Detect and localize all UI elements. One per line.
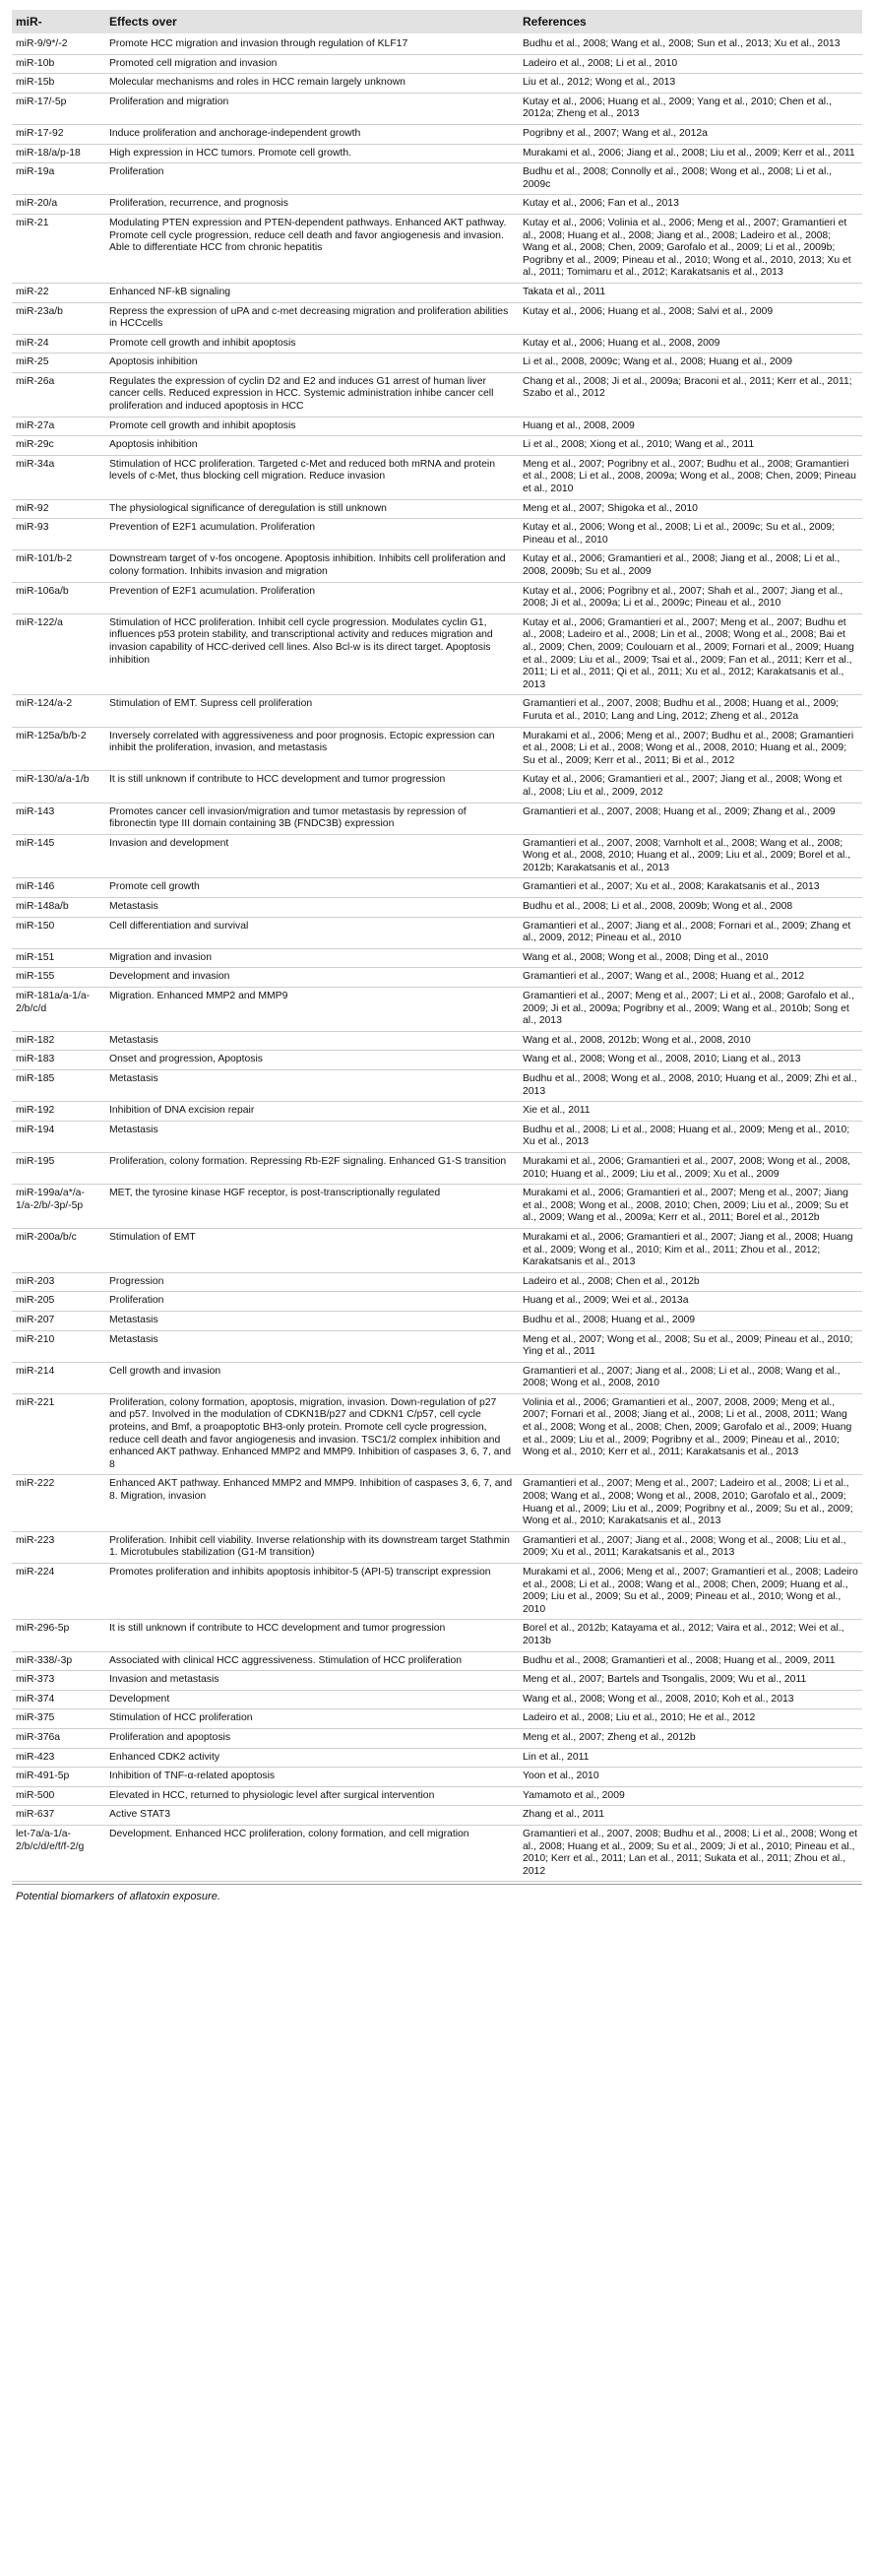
effects-cell: Proliferation, colony formation. Repressing Rb-E2F signaling. Enhanced G1-S transition bbox=[105, 1152, 519, 1184]
mir-cell: miR-130/a/a-1/b bbox=[12, 771, 105, 803]
table-row bbox=[12, 1311, 862, 1330]
effects-cell: MET, the tyrosine kinase HGF receptor, is post-transcriptionally regulated bbox=[105, 1185, 519, 1229]
effects-cell: Modulating PTEN expression and PTEN-dependent pathways. Enhanced AKT pathway. Promote cell cycle progression, reduce cell death and favor angiogenesis and invasion. Able to differentiate HCC from chronic hepatitis bbox=[105, 214, 519, 283]
mir-cell: miR-181a/a-1/a-2/b/c/d bbox=[12, 988, 105, 1032]
effects-cell: Proliferation and migration bbox=[105, 93, 519, 124]
references-cell: Murakami et al., 2006; Gramantieri et al., 2007; Meng et al., 2007; Jiang et al., 2008; Wong et al., 2008, 2010; Chen, 2009; Liu et al., 2009; Su et al., 2009; Wang et al., 2009a; Kerr et al., 2011; Borel et al., 2012b bbox=[519, 1185, 862, 1229]
mir-cell: miR-17/-5p bbox=[12, 93, 105, 124]
effects-cell: Onset and progression, Apoptosis bbox=[105, 1051, 519, 1070]
table-row bbox=[12, 33, 862, 54]
table-row bbox=[12, 1393, 862, 1475]
mir-cell: miR-637 bbox=[12, 1806, 105, 1826]
references-cell: Budhu et al., 2008; Li et al., 2008; Huang et al., 2009; Meng et al., 2010; Xu et al., 2013 bbox=[519, 1121, 862, 1152]
references-cell: Gramantieri et al., 2007; Jiang et al., 2008; Fornari et al., 2009; Zhang et al., 2009, 2012; Pineau et al., 2010 bbox=[519, 917, 862, 948]
table-row bbox=[12, 54, 862, 74]
references-cell: Pogribny et al., 2007; Wang et al., 2012a bbox=[519, 124, 862, 144]
mir-cell: miR-22 bbox=[12, 283, 105, 302]
table-row bbox=[12, 1102, 862, 1122]
mir-cell: miR-222 bbox=[12, 1475, 105, 1531]
references-cell: Kutay et al., 2006; Gramantieri et al., 2007; Jiang et al., 2008; Wong et al., 2008; Liu et al., 2009, 2012 bbox=[519, 771, 862, 803]
references-cell: Kutay et al., 2006; Gramantieri et al., 2007; Meng et al., 2007; Budhu et al., 2008; Ladeiro et al., 2008; Lin et al., 2008; Wong et al., 2008; Bai et al., 2009; Chen, 2009; Coulouarn et al., 2009; Fornari et al., 2009; Huang et al., 2009; Liu et al., 2009; Tsai et al., 2009; Fan et al., 2011; Kerr et al., 2011; Li et al., 2011; Qi et al., 2011; Xu et al., 2012; Karakatsanis et al., 2013 bbox=[519, 613, 862, 695]
references-cell: Budhu et al., 2008; Wong et al., 2008, 2010; Huang et al., 2009; Zhi et al., 2013 bbox=[519, 1070, 862, 1102]
mir-cell: miR-182 bbox=[12, 1031, 105, 1051]
effects-cell: Enhanced AKT pathway. Enhanced MMP2 and MMP9. Inhibition of caspases 3, 6, 7, and 8. Migration, invasion bbox=[105, 1475, 519, 1531]
table-row bbox=[12, 519, 862, 550]
effects-cell: Promote cell growth and inhibit apoptosis bbox=[105, 334, 519, 354]
mir-cell: miR-214 bbox=[12, 1362, 105, 1393]
mir-cell: miR-185 bbox=[12, 1070, 105, 1102]
mir-cell: miR-25 bbox=[12, 354, 105, 373]
references-cell: Budhu et al., 2008; Wang et al., 2008; Sun et al., 2013; Xu et al., 2013 bbox=[519, 33, 862, 54]
table-row bbox=[12, 334, 862, 354]
table-row bbox=[12, 613, 862, 695]
references-cell: Lin et al., 2011 bbox=[519, 1748, 862, 1768]
table-row bbox=[12, 1651, 862, 1671]
effects-cell: Proliferation. Inhibit cell viability. Inverse relationship with its downstream target Stathmin 1. Microtubules stabilization (G1-M transition) bbox=[105, 1531, 519, 1563]
references-cell: Gramantieri et al., 2007; Meng et al., 2007; Ladeiro et al., 2008; Li et al., 2008; Wang et al., 2008; Wong et al., 2008, 2010; Garofalo et al., 2009; Huang et al., 2009; Liu et al., 2009; Pogribny et al., 2009; Su et al., 2009; Wong et al., 2010; Karakatsanis et al., 2013 bbox=[519, 1475, 862, 1531]
table-row bbox=[12, 1121, 862, 1152]
references-cell: Yoon et al., 2010 bbox=[519, 1768, 862, 1787]
references-cell: Budhu et al., 2008; Connolly et al., 2008; Wong et al., 2008; Li et al., 2009c bbox=[519, 163, 862, 195]
references-cell: Gramantieri et al., 2007; Xu et al., 2008; Karakatsanis et al., 2013 bbox=[519, 878, 862, 898]
mir-cell: miR-221 bbox=[12, 1393, 105, 1475]
references-cell: Meng et al., 2007; Pogribny et al., 2007; Budhu et al., 2008; Gramantieri et al., 2008; Li et al., 2008, 2009a; Wong et al., 2008; Chen, 2009; Pineau et al., 2010 bbox=[519, 455, 862, 499]
effects-cell: Inversely correlated with aggressiveness and poor prognosis. Ectopic expression can inhibit the proliferation, invasion, and metastasis bbox=[105, 727, 519, 771]
effects-cell: Stimulation of EMT bbox=[105, 1228, 519, 1272]
references-cell: Murakami et al., 2006; Gramantieri et al., 2007; Jiang et al., 2008; Huang et al., 2009; Wong et al., 2010; Kim et al., 2011; Zhou et al., 2012; Karakatsanis et al., 2013 bbox=[519, 1228, 862, 1272]
effects-cell: It is still unknown if contribute to HCC development and tumor progression bbox=[105, 771, 519, 803]
references-cell: Kutay et al., 2006; Huang et al., 2008; Salvi et al., 2009 bbox=[519, 302, 862, 334]
references-cell: Murakami et al., 2006; Gramantieri et al., 2007, 2008; Wong et al., 2008, 2010; Huang et al., 2009; Liu et al., 2009; Xu et al., 2009 bbox=[519, 1152, 862, 1184]
table-row bbox=[12, 968, 862, 988]
effects-cell: Promote HCC migration and invasion through regulation of KLF17 bbox=[105, 33, 519, 54]
table-row bbox=[12, 124, 862, 144]
mir-cell: miR-207 bbox=[12, 1311, 105, 1330]
references-cell: Meng et al., 2007; Shigoka et al., 2010 bbox=[519, 499, 862, 519]
mir-cell: miR-199a/a*/a-1/a-2/b/-3p/-5p bbox=[12, 1185, 105, 1229]
mir-cell: miR-17-92 bbox=[12, 124, 105, 144]
references-cell: Li et al., 2008, 2009c; Wang et al., 2008; Huang et al., 2009 bbox=[519, 354, 862, 373]
mir-cell: miR-500 bbox=[12, 1786, 105, 1806]
references-cell: Wang et al., 2008; Wong et al., 2008; Ding et al., 2010 bbox=[519, 948, 862, 968]
references-cell: Budhu et al., 2008; Gramantieri et al., 2008; Huang et al., 2009, 2011 bbox=[519, 1651, 862, 1671]
mir-cell: miR-122/a bbox=[12, 613, 105, 695]
effects-cell: Downstream target of v-fos oncogene. Apoptosis inhibition. Inhibits cell proliferation and colony formation. Inhibits invasion and migration bbox=[105, 550, 519, 582]
table-row bbox=[12, 695, 862, 727]
table-row bbox=[12, 803, 862, 834]
effects-cell: Metastasis bbox=[105, 1311, 519, 1330]
effects-cell: Migration and invasion bbox=[105, 948, 519, 968]
references-cell: Murakami et al., 2006; Meng et al., 2007; Gramantieri et al., 2008; Ladeiro et al., 2008; Li et al., 2008; Wang et al., 2008; Chen, 2009; Huang et al., 2009; Liu et al., 2009; Su et al., 2009; Pineau et al., 2010; Wong et al., 2010 bbox=[519, 1564, 862, 1620]
effects-cell: Apoptosis inhibition bbox=[105, 354, 519, 373]
effects-cell: Proliferation, colony formation, apoptosis, migration, invasion. Down-regulation of p27 and p57. Involved in the modulation of CDKN1B/p27 and CDKN1 C/p57, cell cycle proteins, and Bmf, a proapoptotic BH3-only protein. Promote cell cycle progression, reduce cell death and favor angiogenesis and invasion. TSC1/2 complex inhibition and enhanced AKT pathway. Enhanced MMP2 and MMP9. Inhibition of caspases 3, 6, 7, and 8 bbox=[105, 1393, 519, 1475]
references-cell: Gramantieri et al., 2007, 2008; Budhu et al., 2008; Huang et al., 2009; Furuta et al., 2010; Lang and Ling, 2012; Zheng et al., 2012a bbox=[519, 695, 862, 727]
references-cell: Gramantieri et al., 2007; Meng et al., 2007; Li et al., 2008; Garofalo et al., 2009; Ji et al., 2009a; Pogribny et al., 2009; Wang et al., 2010b; Song et al., 2013 bbox=[519, 988, 862, 1032]
table-row bbox=[12, 93, 862, 124]
effects-cell: Promotes proliferation and inhibits apoptosis inhibitor-5 (API-5) transcript expression bbox=[105, 1564, 519, 1620]
mir-cell: miR-200a/b/c bbox=[12, 1228, 105, 1272]
table-row bbox=[12, 499, 862, 519]
mir-cell: miR-23a/b bbox=[12, 302, 105, 334]
mir-cell: let-7a/a-1/a-2/b/c/d/e/f/f-2/g bbox=[12, 1825, 105, 1881]
mir-cell: miR-338/-3p bbox=[12, 1651, 105, 1671]
table-row bbox=[12, 1362, 862, 1393]
table-row bbox=[12, 1806, 862, 1826]
effects-cell: Stimulation of HCC proliferation. Inhibit cell cycle progression. Modulates cyclin G1, influences p53 protein stability, and transcriptional activity and reduces migration and invasion capability of HCC-derived cell lines. Also Bcl-w is its direct target. Apoptosis inhibition bbox=[105, 613, 519, 695]
references-cell: Ladeiro et al., 2008; Liu et al., 2010; He et al., 2012 bbox=[519, 1709, 862, 1729]
mir-cell: miR-92 bbox=[12, 499, 105, 519]
mir-cell: miR-374 bbox=[12, 1690, 105, 1709]
effects-cell: Promote cell growth bbox=[105, 878, 519, 898]
table-row bbox=[12, 1330, 862, 1362]
mir-cell: miR-146 bbox=[12, 878, 105, 898]
mir-cell: miR-106a/b bbox=[12, 582, 105, 613]
mir-cell: miR-21 bbox=[12, 214, 105, 283]
table-row bbox=[12, 1152, 862, 1184]
table-row bbox=[12, 727, 862, 771]
references-cell: Ladeiro et al., 2008; Chen et al., 2012b bbox=[519, 1272, 862, 1292]
table-row bbox=[12, 1748, 862, 1768]
effects-cell: Stimulation of HCC proliferation bbox=[105, 1709, 519, 1729]
table-row bbox=[12, 1051, 862, 1070]
table-row bbox=[12, 74, 862, 94]
mir-cell: miR-26a bbox=[12, 372, 105, 417]
table-row bbox=[12, 1475, 862, 1531]
references-cell: Meng et al., 2007; Wong et al., 2008; Su et al., 2009; Pineau et al., 2010; Ying et al., 2011 bbox=[519, 1330, 862, 1362]
references-cell: Gramantieri et al., 2007, 2008; Huang et al., 2009; Zhang et al., 2009 bbox=[519, 803, 862, 834]
references-cell: Zhang et al., 2011 bbox=[519, 1806, 862, 1826]
references-cell: Budhu et al., 2008; Li et al., 2008, 2009b; Wong et al., 2008 bbox=[519, 898, 862, 918]
mir-cell: miR-150 bbox=[12, 917, 105, 948]
references-cell: Budhu et al., 2008; Huang et al., 2009 bbox=[519, 1311, 862, 1330]
effects-cell: Stimulation of EMT. Supress cell proliferation bbox=[105, 695, 519, 727]
mir-cell: miR-194 bbox=[12, 1121, 105, 1152]
effects-cell: It is still unknown if contribute to HCC development and tumor progression bbox=[105, 1620, 519, 1651]
effects-cell: Prevention of E2F1 acumulation. Proliferation bbox=[105, 519, 519, 550]
mir-cell: miR-20/a bbox=[12, 195, 105, 215]
table-row bbox=[12, 163, 862, 195]
mir-cell: miR-101/b-2 bbox=[12, 550, 105, 582]
table-row bbox=[12, 1272, 862, 1292]
table-row bbox=[12, 1185, 862, 1229]
effects-cell: Elevated in HCC, returned to physiologic level after surgical intervention bbox=[105, 1786, 519, 1806]
table-row bbox=[12, 834, 862, 878]
references-cell: Xie et al., 2011 bbox=[519, 1102, 862, 1122]
mir-cell: miR-192 bbox=[12, 1102, 105, 1122]
references-cell: Borel et al., 2012b; Katayama et al., 2012; Vaira et al., 2012; Wei et al., 2013b bbox=[519, 1620, 862, 1651]
mir-cell: miR-29c bbox=[12, 436, 105, 456]
mir-cell: miR-183 bbox=[12, 1051, 105, 1070]
table-row bbox=[12, 195, 862, 215]
mir-cell: miR-15b bbox=[12, 74, 105, 94]
mir-cell: miR-224 bbox=[12, 1564, 105, 1620]
references-cell: Kutay et al., 2006; Huang et al., 2009; Yang et al., 2010; Chen et al., 2012a; Zheng et al., 2013 bbox=[519, 93, 862, 124]
references-cell: Li et al., 2008; Xiong et al., 2010; Wang et al., 2011 bbox=[519, 436, 862, 456]
references-cell: Takata et al., 2011 bbox=[519, 283, 862, 302]
effects-cell: Induce proliferation and anchorage-independent growth bbox=[105, 124, 519, 144]
mir-cell: miR-27a bbox=[12, 417, 105, 436]
table-row bbox=[12, 1531, 862, 1563]
references-cell: Gramantieri et al., 2007, 2008; Budhu et al., 2008; Li et al., 2008; Wong et al., 2008; Huang et al., 2009; Su et al., 2009; Ji et al., 2010; Pineau et al., 2010; Kerr et al., 2011; Lan et al., 2011; Sukata et al., 2011; Zhou et al., 2012 bbox=[519, 1825, 862, 1881]
mir-cell: miR-151 bbox=[12, 948, 105, 968]
effects-cell: Metastasis bbox=[105, 1121, 519, 1152]
effects-cell: Active STAT3 bbox=[105, 1806, 519, 1826]
table-row bbox=[12, 1620, 862, 1651]
references-cell: Yamamoto et al., 2009 bbox=[519, 1786, 862, 1806]
table-header-row bbox=[12, 10, 862, 33]
mir-cell: miR-210 bbox=[12, 1330, 105, 1362]
table-row bbox=[12, 898, 862, 918]
table-row bbox=[12, 1825, 862, 1881]
table-row bbox=[12, 214, 862, 283]
references-cell: Murakami et al., 2006; Meng et al., 2007; Budhu et al., 2008; Gramantieri et al., 2008; Li et al., 2008; Wong et al., 2008, 2010; Huang et al., 2009; Su et al., 2009; Kerr et al., 2011; Bi et al., 2012 bbox=[519, 727, 862, 771]
effects-cell: Stimulation of HCC proliferation. Targeted c-Met and reduced both mRNA and protein levels of c-Met, thus blocking cell migration. Reduce invasion bbox=[105, 455, 519, 499]
mir-cell: miR-10b bbox=[12, 54, 105, 74]
table-row bbox=[12, 771, 862, 803]
effects-cell: Promoted cell migration and invasion bbox=[105, 54, 519, 74]
table-row bbox=[12, 1031, 862, 1051]
mir-cell: miR-223 bbox=[12, 1531, 105, 1563]
effects-cell: Proliferation bbox=[105, 1292, 519, 1312]
header-effects: Effects over bbox=[105, 10, 519, 33]
table-row bbox=[12, 455, 862, 499]
effects-cell: Development. Enhanced HCC proliferation, colony formation, and cell migration bbox=[105, 1825, 519, 1881]
effects-cell: Enhanced CDK2 activity bbox=[105, 1748, 519, 1768]
mir-cell: miR-18/a/p-18 bbox=[12, 144, 105, 163]
table-row bbox=[12, 1228, 862, 1272]
table-row bbox=[12, 917, 862, 948]
effects-cell: Prevention of E2F1 acumulation. Proliferation bbox=[105, 582, 519, 613]
effects-cell: Invasion and development bbox=[105, 834, 519, 878]
table-row bbox=[12, 302, 862, 334]
effects-cell: Promotes cancer cell invasion/migration and tumor metastasis by repression of fibronectin type III domain containing 3B (FNDC3B) expression bbox=[105, 803, 519, 834]
table-row bbox=[12, 1070, 862, 1102]
mir-cell: miR-376a bbox=[12, 1728, 105, 1748]
mir-cell: miR-34a bbox=[12, 455, 105, 499]
references-cell: Kutay et al., 2006; Pogribny et al., 2007; Shah et al., 2007; Jiang et al., 2008; Ji et al., 2009a; Li et al., 2009c; Pineau et al., 2010 bbox=[519, 582, 862, 613]
mir-cell: miR-203 bbox=[12, 1272, 105, 1292]
references-cell: Huang et al., 2008, 2009 bbox=[519, 417, 862, 436]
effects-cell: Metastasis bbox=[105, 1330, 519, 1362]
effects-cell: Inhibition of TNF-α-related apoptosis bbox=[105, 1768, 519, 1787]
references-cell: Liu et al., 2012; Wong et al., 2013 bbox=[519, 74, 862, 94]
header-references: References bbox=[519, 10, 862, 33]
effects-cell: Proliferation, recurrence, and prognosis bbox=[105, 195, 519, 215]
mir-cell: miR-205 bbox=[12, 1292, 105, 1312]
references-cell: Wang et al., 2008; Wong et al., 2008, 2010; Koh et al., 2013 bbox=[519, 1690, 862, 1709]
mir-cell: miR-124/a-2 bbox=[12, 695, 105, 727]
effects-cell: Inhibition of DNA excision repair bbox=[105, 1102, 519, 1122]
table-row bbox=[12, 417, 862, 436]
effects-cell: Molecular mechanisms and roles in HCC remain largely unknown bbox=[105, 74, 519, 94]
mir-cell: miR-93 bbox=[12, 519, 105, 550]
table-row bbox=[12, 948, 862, 968]
table-row bbox=[12, 878, 862, 898]
effects-cell: Regulates the expression of cyclin D2 and E2 and induces G1 arrest of human liver cancer cells. Reduced expression in HCC. Systemic administration inhibe cancer cell proliferation and induced apoptosis in HCC bbox=[105, 372, 519, 417]
effects-cell: Enhanced NF-kB signaling bbox=[105, 283, 519, 302]
references-cell: Huang et al., 2009; Wei et al., 2013a bbox=[519, 1292, 862, 1312]
table-row bbox=[12, 144, 862, 163]
effects-cell: Repress the expression of uPA and c-met decreasing migration and proliferation abilities in HCCcells bbox=[105, 302, 519, 334]
effects-cell: Metastasis bbox=[105, 1070, 519, 1102]
table-row bbox=[12, 1709, 862, 1729]
effects-cell: Promote cell growth and inhibit apoptosis bbox=[105, 417, 519, 436]
table-row bbox=[12, 1690, 862, 1709]
mir-cell: miR-143 bbox=[12, 803, 105, 834]
effects-cell: Metastasis bbox=[105, 1031, 519, 1051]
mir-cell: miR-9/9*/-2 bbox=[12, 33, 105, 54]
references-cell: Kutay et al., 2006; Volinia et al., 2006; Meng et al., 2007; Gramantieri et al., 2008; Huang et al., 2008; Jiang et al., 2008; Ladeiro et al., 2008; Wang et al., 2008; Chen, 2009; Garofalo et al., 2009; Li et al., 2009b; Pogribny et al., 2009; Pineau et al., 2010; Wong et al., 2010, 2013; Xu et al., 2011; Tomimaru et al., 2012; Karakatsanis et al., 2013 bbox=[519, 214, 862, 283]
references-cell: Gramantieri et al., 2007; Jiang et al., 2008; Li et al., 2008; Wang et al., 2008; Wong et al., 2008, 2010 bbox=[519, 1362, 862, 1393]
references-cell: Wang et al., 2008, 2012b; Wong et al., 2008, 2010 bbox=[519, 1031, 862, 1051]
mir-cell: miR-423 bbox=[12, 1748, 105, 1768]
effects-cell: Development and invasion bbox=[105, 968, 519, 988]
references-cell: Meng et al., 2007; Bartels and Tsongalis, 2009; Wu et al., 2011 bbox=[519, 1671, 862, 1691]
table-row bbox=[12, 550, 862, 582]
references-cell: Volinia et al., 2006; Gramantieri et al., 2007, 2008, 2009; Meng et al., 2007; Fornari et al., 2008; Jiang et al., 2008; Li et al., 2008, 2011; Wang et al., 2008; Wong et al., 2008; Chen, 2009; Garofalo et al., 2009; Huang et al., 2009; Liu et al., 2009; Pogribny et al., 2009; Pineau et al., 2010; Wong et al., 2010; Kerr et al., 2011; Karakatsanis et al., 2013 bbox=[519, 1393, 862, 1475]
references-cell: Murakami et al., 2006; Jiang et al., 2008; Liu et al., 2009; Kerr et al., 2011 bbox=[519, 144, 862, 163]
references-cell: Ladeiro et al., 2008; Li et al., 2010 bbox=[519, 54, 862, 74]
effects-cell: Cell growth and invasion bbox=[105, 1362, 519, 1393]
mir-cell: miR-155 bbox=[12, 968, 105, 988]
table-row bbox=[12, 1768, 862, 1787]
references-cell: Kutay et al., 2006; Fan et al., 2013 bbox=[519, 195, 862, 215]
header-mir: miR- bbox=[12, 10, 105, 33]
effects-cell: Cell differentiation and survival bbox=[105, 917, 519, 948]
references-cell: Wang et al., 2008; Wong et al., 2008, 2010; Liang et al., 2013 bbox=[519, 1051, 862, 1070]
table-row bbox=[12, 372, 862, 417]
mir-cell: miR-148a/b bbox=[12, 898, 105, 918]
effects-cell: Invasion and metastasis bbox=[105, 1671, 519, 1691]
effects-cell: Associated with clinical HCC aggressiveness. Stimulation of HCC proliferation bbox=[105, 1651, 519, 1671]
table-row bbox=[12, 283, 862, 302]
table-row bbox=[12, 436, 862, 456]
table-row bbox=[12, 1564, 862, 1620]
references-cell: Gramantieri et al., 2007; Jiang et al., 2008; Wong et al., 2008; Liu et al., 2009; Xu et al., 2011; Karakatsanis et al., 2013 bbox=[519, 1531, 862, 1563]
effects-cell: High expression in HCC tumors. Promote cell growth. bbox=[105, 144, 519, 163]
table-row bbox=[12, 1671, 862, 1691]
effects-cell: Progression bbox=[105, 1272, 519, 1292]
mir-cell: miR-19a bbox=[12, 163, 105, 195]
table-row bbox=[12, 1728, 862, 1748]
references-cell: Kutay et al., 2006; Huang et al., 2008, 2009 bbox=[519, 334, 862, 354]
effects-cell: Proliferation bbox=[105, 163, 519, 195]
table-row bbox=[12, 988, 862, 1032]
references-cell: Kutay et al., 2006; Gramantieri et al., 2008; Jiang et al., 2008; Li et al., 2008, 2009b; Su et al., 2009 bbox=[519, 550, 862, 582]
effects-cell: Proliferation and apoptosis bbox=[105, 1728, 519, 1748]
mir-cell: miR-373 bbox=[12, 1671, 105, 1691]
mir-cell: miR-375 bbox=[12, 1709, 105, 1729]
references-cell: Chang et al., 2008; Ji et al., 2009a; Braconi et al., 2011; Kerr et al., 2011; Szabo et al., 2012 bbox=[519, 372, 862, 417]
table-body bbox=[12, 33, 862, 1882]
effects-cell: Metastasis bbox=[105, 898, 519, 918]
mir-cell: miR-491-5p bbox=[12, 1768, 105, 1787]
mir-cell: miR-125a/b/b-2 bbox=[12, 727, 105, 771]
table-row bbox=[12, 1292, 862, 1312]
references-cell: Meng et al., 2007; Zheng et al., 2012b bbox=[519, 1728, 862, 1748]
effects-cell: Apoptosis inhibition bbox=[105, 436, 519, 456]
table-row bbox=[12, 582, 862, 613]
table-row bbox=[12, 1786, 862, 1806]
table-footnote: Potential biomarkers of aflatoxin exposure. bbox=[12, 1884, 862, 1908]
mir-cell: miR-145 bbox=[12, 834, 105, 878]
mirna-table bbox=[12, 10, 862, 1882]
effects-cell: Migration. Enhanced MMP2 and MMP9 bbox=[105, 988, 519, 1032]
mir-cell: miR-296-5p bbox=[12, 1620, 105, 1651]
references-cell: Kutay et al., 2006; Wong et al., 2008; Li et al., 2009c; Su et al., 2009; Pineau et al., 2010 bbox=[519, 519, 862, 550]
mir-cell: miR-195 bbox=[12, 1152, 105, 1184]
table-row bbox=[12, 354, 862, 373]
mir-cell: miR-24 bbox=[12, 334, 105, 354]
references-cell: Gramantieri et al., 2007; Wang et al., 2008; Huang et al., 2012 bbox=[519, 968, 862, 988]
effects-cell: Development bbox=[105, 1690, 519, 1709]
references-cell: Gramantieri et al., 2007, 2008; Varnholt et al., 2008; Wang et al., 2008; Wong et al., 2008, 2010; Huang et al., 2009; Liu et al., 2009; Borel et al., 2012b; Karakatsanis et al., 2013 bbox=[519, 834, 862, 878]
effects-cell: The physiological significance of deregulation is still unknown bbox=[105, 499, 519, 519]
